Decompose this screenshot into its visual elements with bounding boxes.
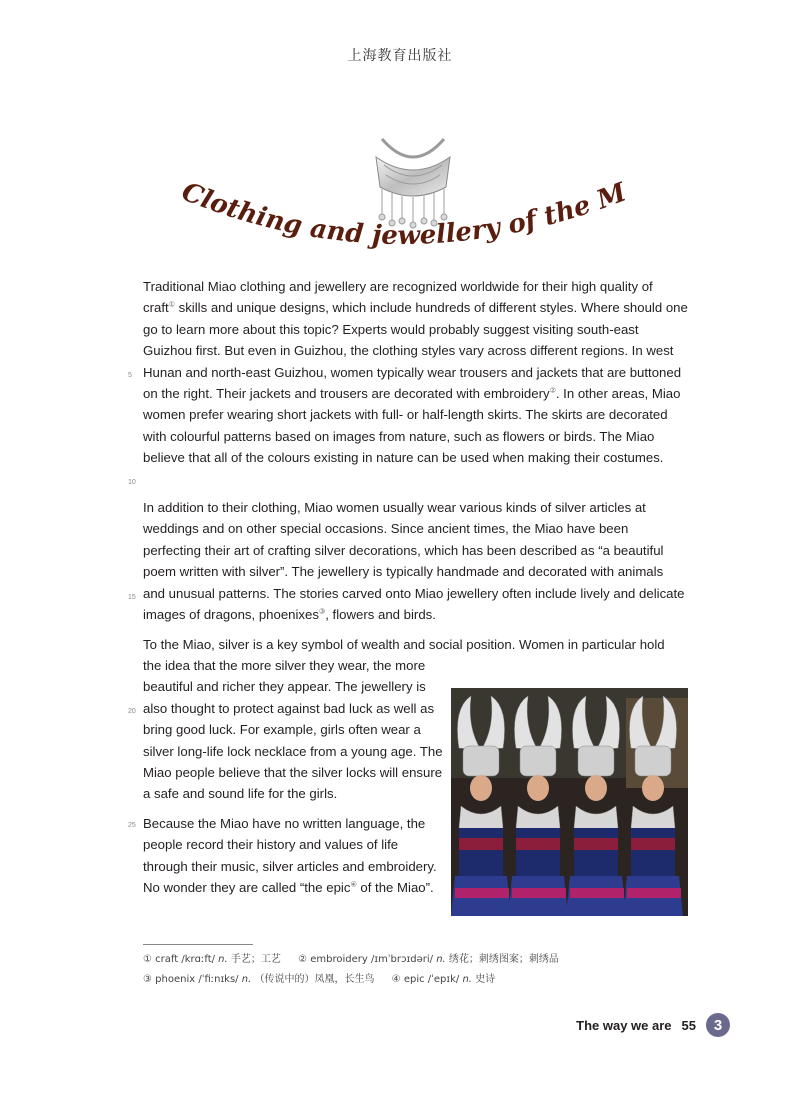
- footnote-ref: ④: [350, 881, 357, 889]
- footnote-ref: ③: [318, 608, 326, 616]
- footnotes: [143, 950, 703, 990]
- page-number: 55: [681, 1017, 696, 1033]
- footnote-line: [143, 970, 703, 990]
- footnote-item: ① craft /krɑːft/ n. 手艺；工艺: [143, 954, 281, 965]
- unit-number-badge: 3: [706, 1013, 730, 1037]
- line-number: 10: [128, 479, 136, 486]
- footnote-item: ④ epic /ˈepɪk/ n. 史诗: [391, 974, 496, 985]
- footnote-ref: ②: [549, 387, 556, 395]
- footnote-line: [143, 950, 703, 970]
- line-number: 20: [128, 708, 136, 715]
- paragraph-silver-articles: In addition to their clothing, Miao women usually wear various kinds of silver articles at weddings and on other special occasions. Since ancient times, the Miao have been perfecting their art of crafting silver decorations, which has been described as “a beautiful poem written with silver”. The jewellery is typically handmade and decorated with animals and unusual patterns. The stories carved onto Miao jewellery often include lively and delicate images of dragons, phoenixes③, flowers and birds.: [143, 500, 685, 623]
- line-number: 15: [128, 594, 136, 601]
- line-number: 25: [128, 822, 136, 829]
- footnote-item: ③ phoenix /ˈfiːnɪks/ n. （传说中的）凤凰，长生鸟: [143, 974, 375, 985]
- publisher-header: 上海教育出版社: [347, 48, 453, 64]
- line-number: 5: [128, 372, 132, 379]
- miao-women-photo: [451, 688, 688, 916]
- page-footer: [576, 1013, 730, 1037]
- paragraph-silver-symbol-first-line: To the Miao, silver is a key symbol of wealth and social position. Women in particular hold: [143, 637, 665, 652]
- footnote-item: ② embroidery /ɪmˈbrɔɪdəri/ n. 绣花；刺绣图案；刺绣品: [298, 954, 559, 965]
- page-title-text: Clothing and jewellery of the Miao people: [150, 147, 631, 252]
- paragraph-clothing: Traditional Miao clothing and jewellery are recognized worldwide for their high quality of craft① skills and unique designs, which include hundreds of different styles. Where should one go to learn more about this topic? Experts would probably suggest visiting south-east Guizhou first. But even in Guizhou, the clothing styles vary across different regions. In west Hunan and north-east Guizhou, women typically wear trousers and jackets that are buttoned on the right. Their jackets and trousers are decorated with embroidery②. In other areas, Miao women prefer wearing short jackets with full- or half-length skirts. The skirts are decorated with colourful patterns based on images from nature, such as flowers or birds. The Miao believe that all of the colours existing in nature can be used when making their costumes.: [143, 279, 688, 466]
- footnote-ref: ①: [168, 302, 175, 310]
- unit-title: The way we are: [576, 1017, 672, 1033]
- paragraph-silver-symbol: the idea that the more silver they wear, the more beautiful and richer they appear. The jewellery is also thought to protect against bad luck as well as bring good luck. For example, girls often wear a silver long-life lock necklace from a young age. The Miao people believe that the silver locks will ensure a safe and sound life for the girls.: [143, 658, 443, 802]
- page-title: [150, 147, 660, 260]
- paragraph-epic: Because the Miao have no written language, the people record their history and values of life through their music, silver articles and embroidery. No wonder they are called “the epic④ of the Miao”.: [143, 816, 437, 896]
- footnote-divider: [143, 944, 253, 945]
